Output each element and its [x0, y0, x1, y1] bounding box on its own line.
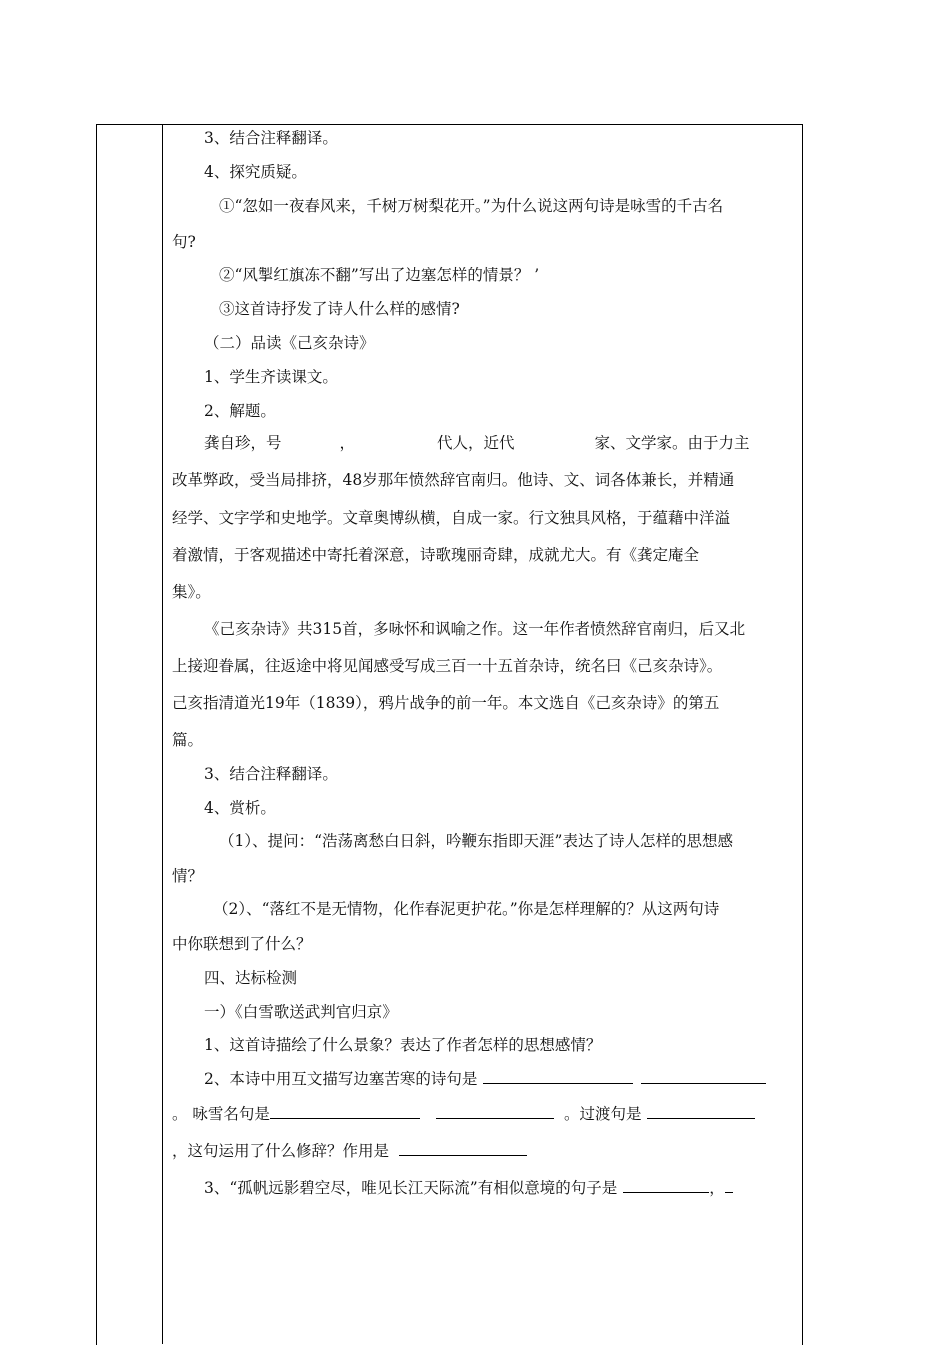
q3-text: 3、“孤帆远影碧空尽，唯见长江天际流”有相似意境的句子是	[204, 1179, 618, 1197]
text-line: 己亥指清道光19年（1839），鸦片战争的前一年。本文选自《己亥杂诗》的第五	[172, 694, 720, 712]
column-divider	[162, 124, 163, 1344]
author-line-part: 代人，近代	[437, 434, 515, 452]
text-line: ③这首诗抒发了诗人什么样的感情?	[219, 300, 460, 318]
text-line: 句?	[172, 233, 196, 251]
answer-blank[interactable]	[641, 1069, 766, 1084]
q3-line	[204, 1178, 824, 1198]
section-heading: （二）品读《己亥杂诗》	[204, 334, 375, 352]
section-heading: 四、达标检测	[204, 969, 298, 987]
text-line: 3、结合注释翻译。	[204, 129, 338, 147]
text-line: 着激情，于客观描述中寄托着深意，诗歌瑰丽奇肆，成就尤大。有《龚定庵全	[172, 546, 700, 564]
author-line-part: ，	[339, 434, 356, 452]
q2-text: 2、本诗中用互文描写边塞苦寒的诗句是	[204, 1070, 478, 1088]
q2-line	[172, 1141, 792, 1161]
text-line: 4、赏析。	[204, 799, 276, 817]
text-line: 1、学生齐读课文。	[204, 368, 338, 386]
answer-blank[interactable]	[399, 1141, 527, 1156]
answer-blank[interactable]	[436, 1104, 554, 1119]
text-line: （1）、提问：“浩荡离愁白日斜，吟鞭东指即天涯”表达了诗人怎样的思想感	[219, 832, 733, 850]
text-line: 一）《白雪歌送武判官归京》	[204, 1003, 398, 1021]
text-line: 上接迎眷属，往返途中将见闻感受写成三百一十五首杂诗，统名曰《己亥杂诗》。	[172, 657, 723, 675]
text-line: 情？	[172, 867, 204, 885]
q2-line	[172, 1104, 792, 1124]
q2-text: ，这句运用了什么修辞？作用是	[172, 1142, 390, 1160]
text-line: 中你联想到了什么？	[172, 935, 312, 953]
answer-blank[interactable]	[270, 1104, 420, 1119]
text-line: 3、结合注释翻译。	[204, 765, 338, 783]
text-line: 1、这首诗描绘了什么景象？表达了作者怎样的思想感情？	[204, 1036, 602, 1054]
answer-blank[interactable]	[623, 1178, 709, 1193]
text-line: 改革弊政，受当局排挤，48岁那年愤然辞官南归。他诗、文、词各体兼长，并精通	[172, 471, 735, 489]
q3-text: ，	[709, 1179, 725, 1197]
answer-blank[interactable]	[725, 1178, 733, 1193]
text-line: 2、解题。	[204, 402, 276, 420]
text-line: 4、探究质疑。	[204, 163, 307, 181]
author-line-part: 龚自珍，号	[204, 434, 282, 452]
text-line: 篇。	[172, 731, 204, 749]
q2-text: 。过渡句是	[563, 1105, 642, 1123]
text-line: 经学、文字学和史地学。文章奥博纵横，自成一家。行文独具风格，于蕴藉中洋溢	[172, 509, 731, 527]
text-line: 集》。	[172, 583, 211, 601]
text-line: （2）、“落红不是无情物，化作春泥更护花。”你是怎样理解的？从这两句诗	[213, 900, 720, 918]
text-line: ①“忽如一夜春风来，千树万树梨花开。”为什么说这两句诗是咏雪的千古名	[219, 197, 724, 215]
author-line-part: 家、文学家。由于力主	[594, 434, 750, 452]
answer-blank[interactable]	[647, 1104, 755, 1119]
q2-text: 。 咏雪名句是	[172, 1105, 270, 1123]
q2-line	[204, 1069, 824, 1089]
text-line: ②“风掣红旗冻不翻”写出了边塞怎样的情景？ ’	[219, 266, 540, 284]
answer-blank[interactable]	[483, 1069, 633, 1084]
text-line: 《己亥杂诗》共315首，多咏怀和讽喻之作。这一年作者愤然辞官南归，后又北	[204, 620, 746, 638]
author-line	[204, 433, 824, 453]
